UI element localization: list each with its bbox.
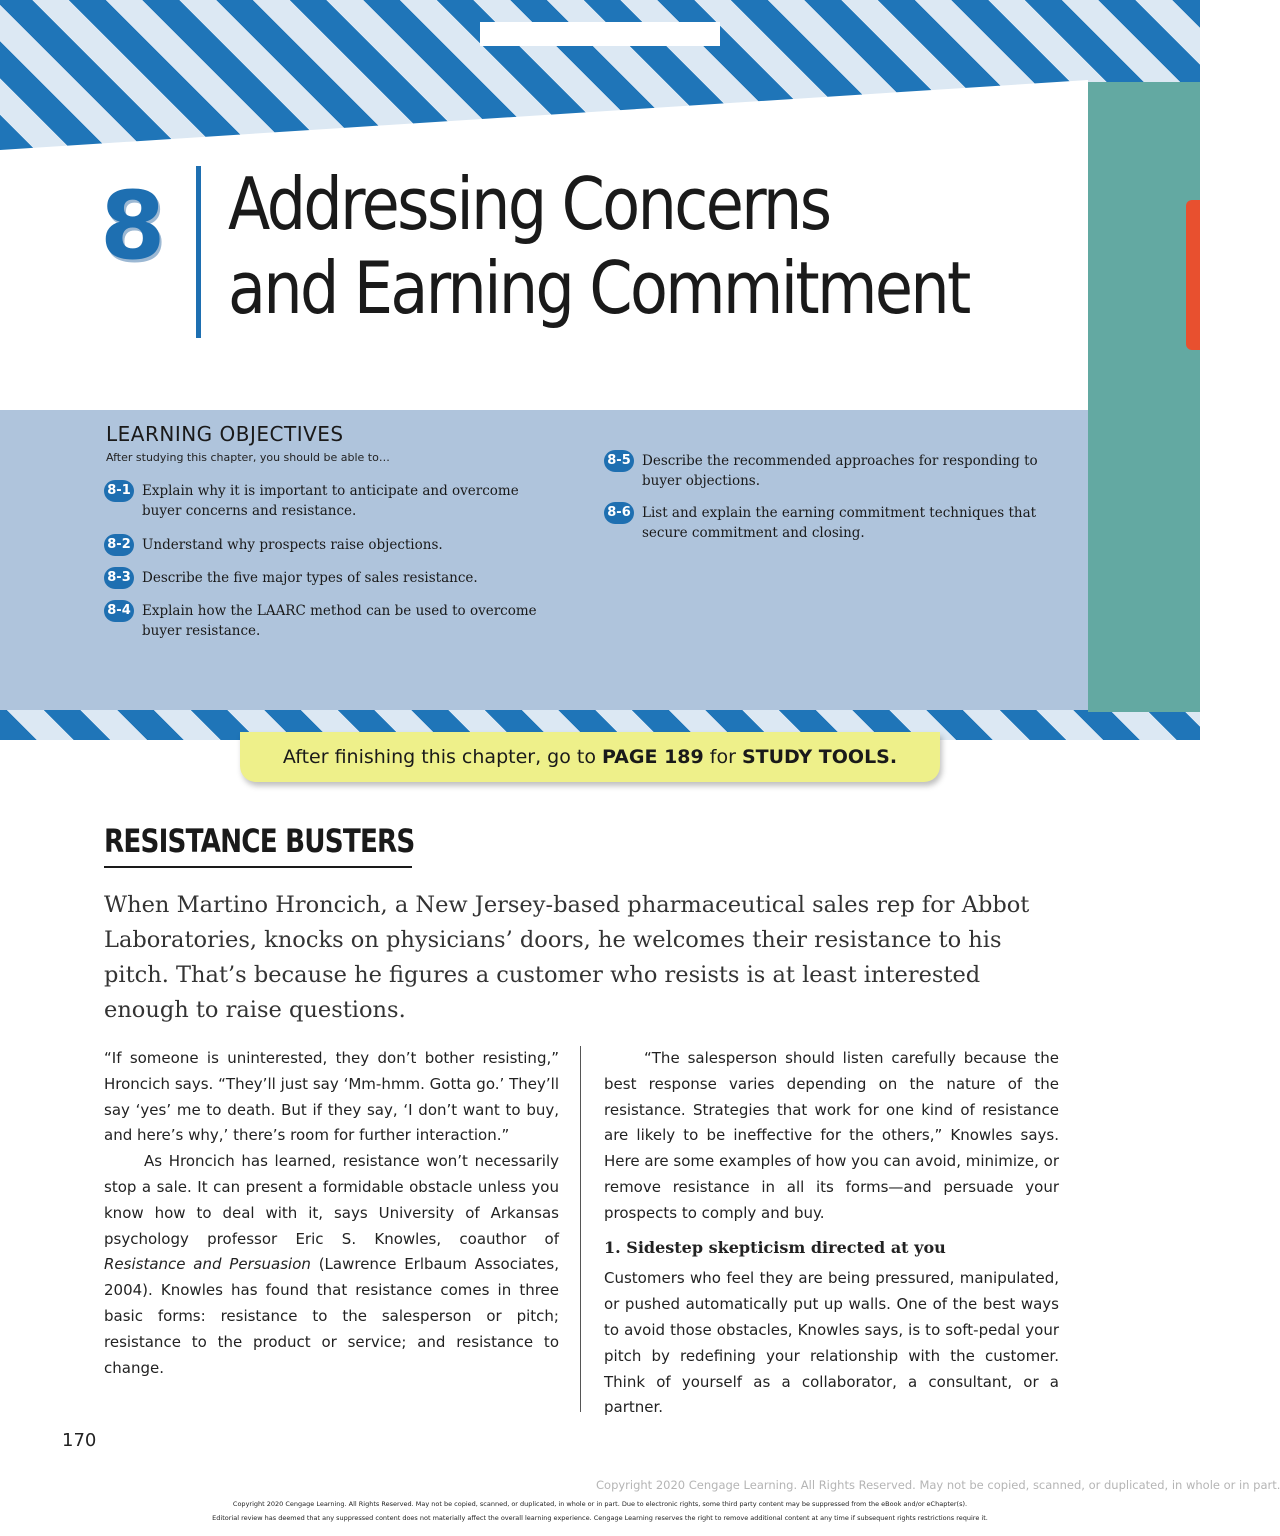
objective-text: Understand why prospects raise objections.: [142, 537, 443, 553]
objective-text: Explain how the LAARC method can be used to overcome buyer resistance.: [142, 603, 537, 639]
study-tools-prefix: After finishing this chapter, go to: [282, 746, 602, 768]
chapter-photo-accent: [1186, 200, 1200, 350]
objective-code-badge: 8-5: [604, 450, 634, 472]
objective-code-badge: 8-4: [104, 600, 134, 622]
chapter-photo-panel: [1088, 82, 1200, 712]
article-title: RESISTANCE BUSTERS: [104, 822, 415, 860]
study-tools-callout: [240, 732, 940, 782]
objective-text: Describe the recommended approaches for responding to buyer objections.: [642, 453, 1038, 489]
title-divider: [196, 166, 201, 338]
article-title-underline: [104, 866, 412, 868]
study-tools-label: STUDY TOOLS.: [741, 746, 898, 768]
learning-objectives-heading: LEARNING OBJECTIVES: [106, 422, 344, 446]
objective-text: Describe the five major types of sales resistance.: [142, 570, 478, 586]
decorative-white-bar: [480, 22, 720, 46]
learning-objectives-intro: After studying this chapter, you should be able to…: [106, 451, 390, 464]
copyright-notice: Copyright 2020 Cengage Learning. All Rights Reserved. May not be copied, scanned, or duplicated, in whole or in part.: [596, 1478, 1280, 1492]
article-paragraph: Customers who feel they are being pressured, manipulated, or pushed automatically put up walls. One of the best ways to avoid those obstacles, Knowles says, is to soft-pedal your pitch by redefining your relationship with the customer. Think of yourself as a collaborator, a consultant, or a partner.: [604, 1269, 1059, 1417]
article-paragraph: “The salesperson should listen carefully because the best response varies depending on the nature of the resistance. Strategies that work for one kind of resistance are likely to be ineffective for the others,” Knowles says. Here are some examples of how you can avoid, minimize, or remove resistance in all its forms—and persuade your prospects to comply and buy.: [604, 1049, 1059, 1222]
objective-text: List and explain the earning commitment techniques that secure commitment and closing.: [642, 505, 1037, 541]
objective-text: Explain why it is important to anticipate and overcome buyer concerns and resistance.: [142, 483, 519, 519]
article-subhead: 1. Sidestep skepticism directed at you: [604, 1237, 946, 1257]
article-paragraph: As Hroncich has learned, resistance won’t necessarily stop a sale. It can present a formidable obstacle unless you know how to deal with it, says University of Arkansas psychology professor Eric S. Knowles, coauthor of Resistance and Persuasion (Lawrence Erlbaum Associates, 2004). Knowles has found that resistance comes in three basic forms: resistance to the salesperson or pitch; resistance to the product or service; and resistance to change.: [104, 1152, 559, 1377]
page-number: 170: [62, 1430, 97, 1451]
chapter-title-line1: Addressing Concerns: [228, 162, 830, 246]
article-column-left: [104, 1046, 559, 1381]
chapter-title: [228, 162, 969, 330]
article-column-right: [604, 1046, 1059, 1421]
chapter-number: 8: [100, 172, 166, 281]
chapter-title-line2: and Earning Commitment: [228, 246, 969, 330]
study-tools-middle: for: [703, 746, 742, 768]
copyright-line: Editorial review has deemed that any suppressed content does not materially affect the overall learning experience. Cengage Learning reserves the right to remove additional content at any time if subsequent rights restrictions require it.: [212, 1514, 988, 1522]
copyright-line: Copyright 2020 Cengage Learning. All Rights Reserved. May not be copied, scanned, or duplicated, in whole or in part. Due to electronic rights, some third party content may be suppressed from the eBook and/or eChapter(s).: [232, 1500, 968, 1508]
objective-code-badge: 8-1: [104, 480, 134, 502]
objective-code-badge: 8-6: [604, 502, 634, 524]
article-lead: When Martino Hroncich, a New Jersey-based pharmaceutical sales rep for Abbot Laboratories, knocks on physicians’ doors, he welcomes their resistance to his pitch. That’s because he figures a customer who resists is at least interested enough to raise questions.: [104, 892, 1030, 1023]
article-paragraph: “If someone is uninterested, they don’t bother resisting,” Hroncich says. “They’ll just say ‘Mm-hmm. Gotta go.’ They’ll say ‘yes’ me to death. But if they say, ‘I don’t want to buy, and here’s why,’ there’s room for further interaction.”: [104, 1049, 559, 1145]
book-title: Resistance and Persuasion: [104, 1255, 311, 1274]
objective-code-badge: 8-2: [104, 534, 134, 556]
study-tools-page: PAGE 189: [602, 746, 704, 768]
column-divider: [580, 1046, 581, 1412]
objective-code-badge: 8-3: [104, 567, 134, 589]
